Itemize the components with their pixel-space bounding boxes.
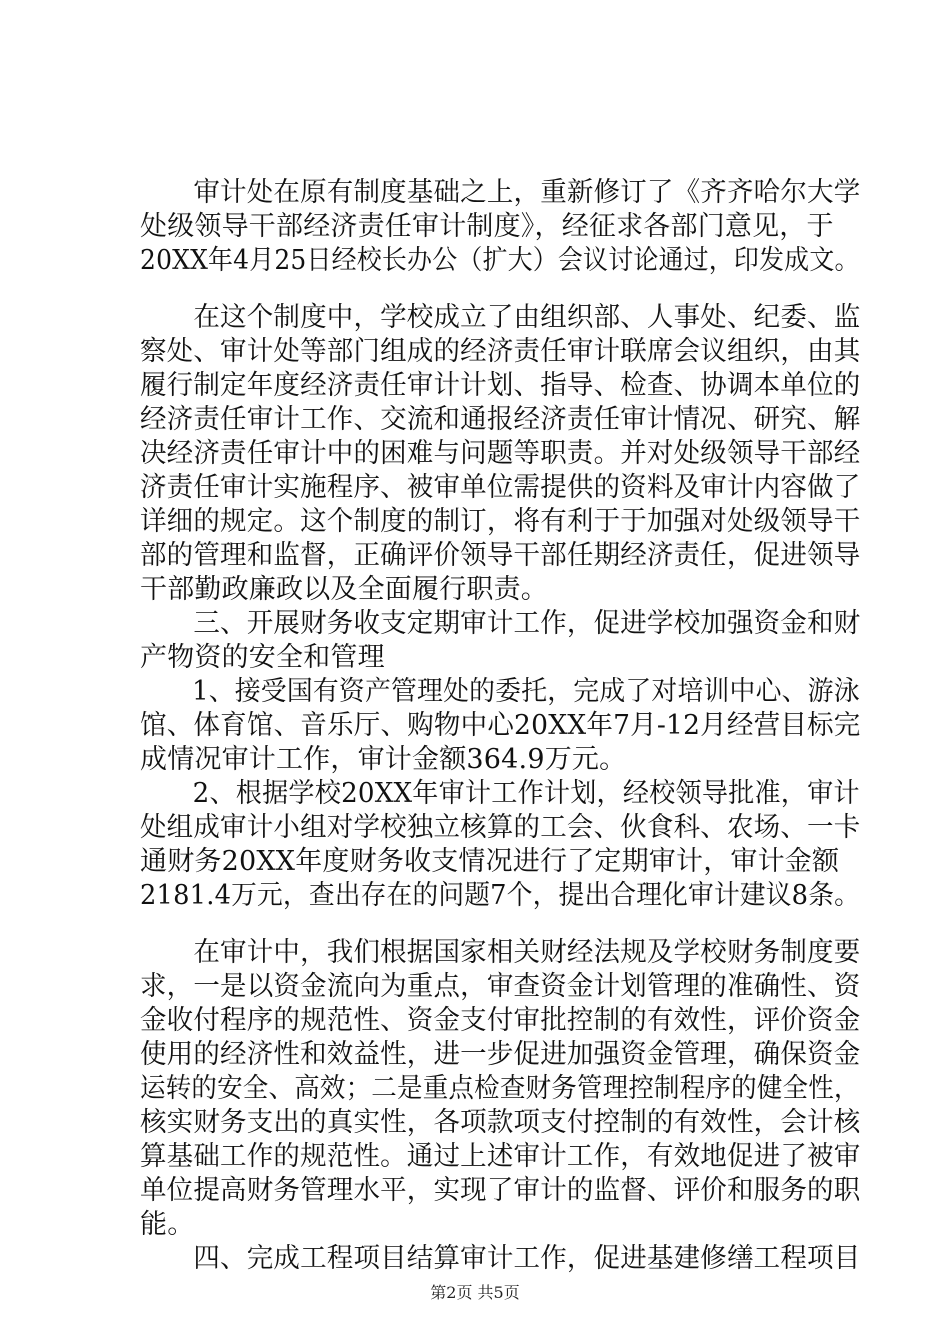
text-line: 算基础工作的规范性。通过上述审计工作，有效地促进了被审 xyxy=(140,1141,861,1172)
text-line: 成情况审计工作，审计金额364.9万元。 xyxy=(140,744,627,775)
text-line: 济责任审计实施程序、被审单位需提供的资料及审计内容做了 xyxy=(140,472,861,503)
text-line: 馆、体育馆、音乐厅、购物中心20XX年7月-12月经营目标完 xyxy=(140,710,861,741)
text-line: 1、接受国有资产管理处的委托，完成了对培训中心、游泳 xyxy=(140,676,860,707)
page-number-footer: 第2页 共5页 xyxy=(430,1283,520,1302)
text-line: 审计处在原有制度基础之上，重新修订了《齐齐哈尔大学 xyxy=(140,177,861,208)
text-line: 使用的经济性和效益性，进一步促进加强资金管理，确保资金 xyxy=(140,1039,861,1070)
text-line: 能。 xyxy=(140,1209,195,1240)
text-line: 单位提高财务管理水平，实现了审计的监督、评价和服务的职 xyxy=(140,1175,861,1206)
text-line: 2181.4万元，查出存在的问题7个，提出合理化审计建议8条。 xyxy=(140,880,861,911)
text-line: 求，一是以资金流向为重点，审查资金计划管理的准确性、资 xyxy=(140,971,861,1002)
text-line: 核实财务支出的真实性，各项款项支付控制的有效性，会计核 xyxy=(140,1107,861,1138)
text-line: 决经济责任审计中的困难与问题等职责。并对处级领导干部经 xyxy=(140,438,861,469)
text-line: 处级领导干部经济责任审计制度》，经征求各部门意见，于 xyxy=(140,211,834,242)
text-line: 干部勤政廉政以及全面履行职责。 xyxy=(140,574,548,605)
text-line: 2、根据学校20XX年审计工作计划，经校领导批准，审计 xyxy=(140,778,860,809)
text-line: 详细的规定。这个制度的制订，将有利于于加强对处级领导干 xyxy=(140,506,861,537)
text-line: 在这个制度中，学校成立了由组织部、人事处、纪委、监 xyxy=(140,302,861,333)
section-heading: 三、开展财务收支定期审计工作，促进学校加强资金和财 xyxy=(140,608,861,639)
text-line: 在审计中，我们根据国家相关财经法规及学校财务制度要 xyxy=(140,937,861,968)
text-line: 处组成审计小组对学校独立核算的工会、伙食科、农场、一卡 xyxy=(140,812,861,843)
section-heading: 四、完成工程项目结算审计工作，促进基建修缮工程项目 xyxy=(140,1243,861,1274)
text-line: 部的管理和监督，正确评价领导干部任期经济责任，促进领导 xyxy=(140,540,861,571)
text-line: 金收付程序的规范性、资金支付审批控制的有效性，评价资金 xyxy=(140,1005,861,1036)
text-line: 察处、审计处等部门组成的经济责任审计联席会议组织，由其 xyxy=(140,336,861,367)
text-line: 通财务20XX年度财务收支情况进行了定期审计，审计金额 xyxy=(140,846,840,877)
text-line: 运转的安全、高效；二是重点检查财务管理控制程序的健全性， xyxy=(140,1073,860,1104)
section-heading: 产物资的安全和管理 xyxy=(140,642,385,673)
text-line: 20XX年4月25日经校长办公（扩大）会议讨论通过，印发成文。 xyxy=(140,245,860,276)
text-line: 经济责任审计工作、交流和通报经济责任审计情况、研究、解 xyxy=(140,404,861,435)
text-line: 履行制定年度经济责任审计计划、指导、检查、协调本单位的 xyxy=(140,370,861,401)
